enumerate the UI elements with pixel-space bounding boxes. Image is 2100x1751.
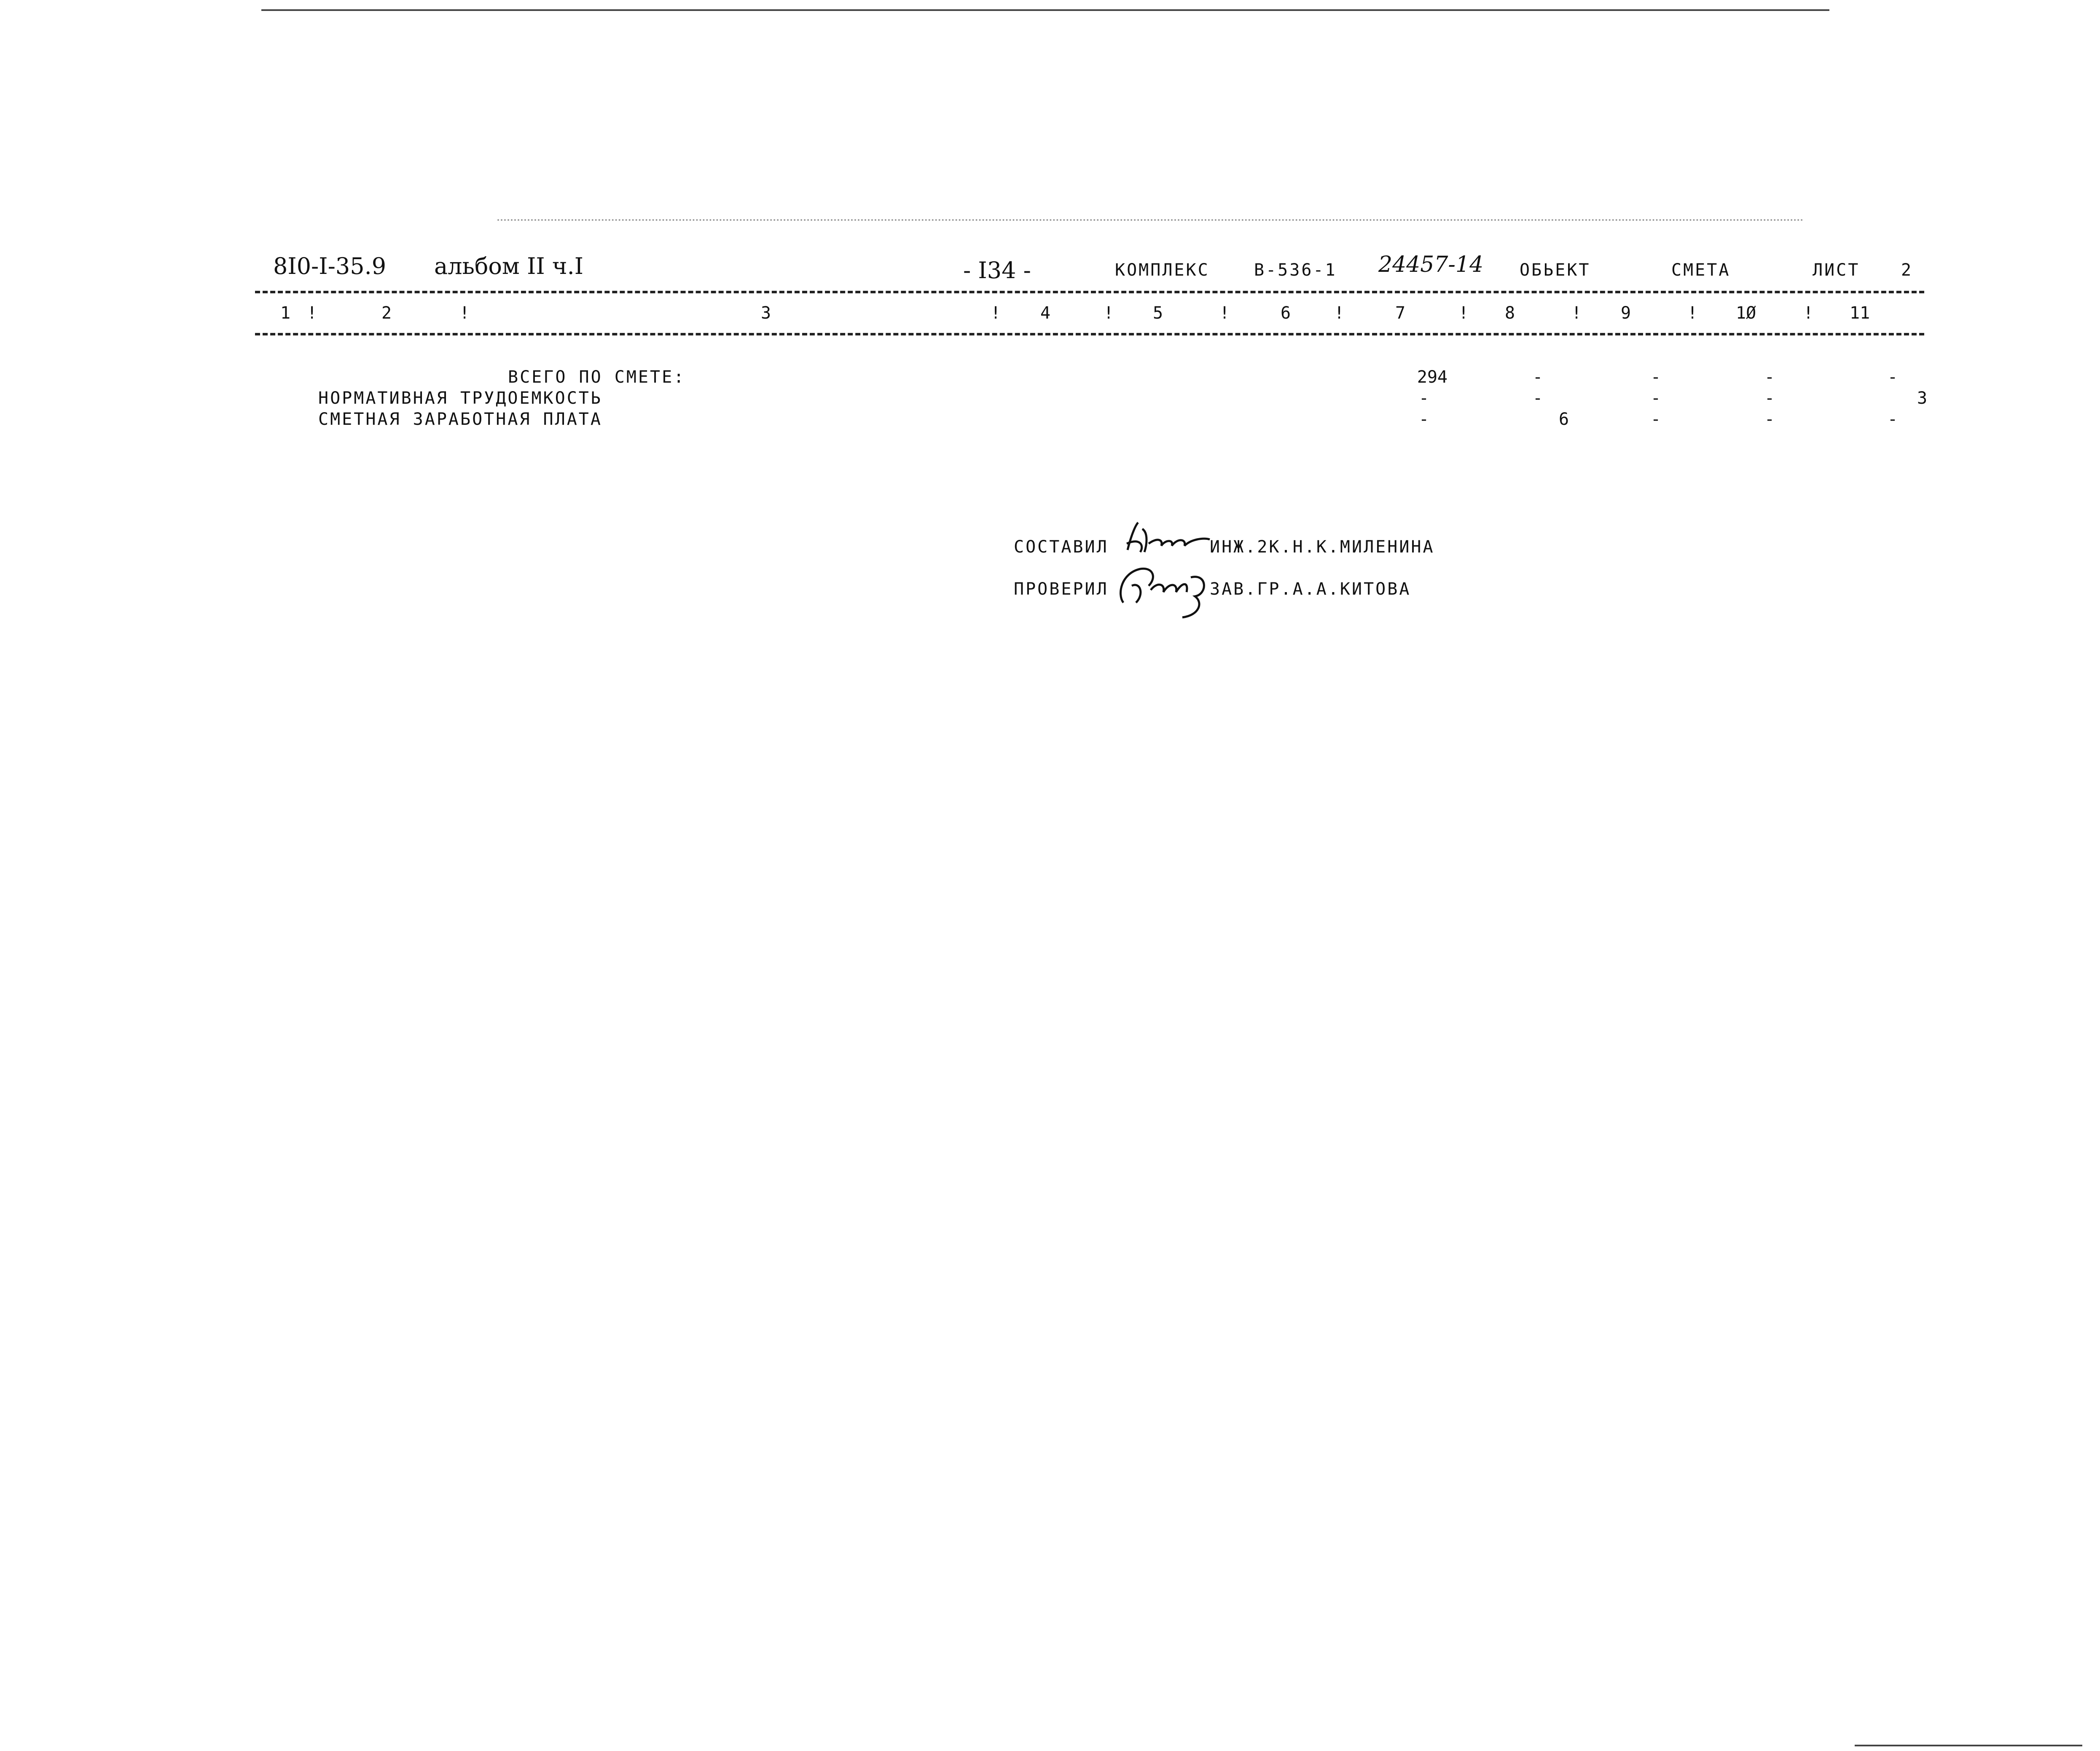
col-sep: !: [1104, 303, 1114, 323]
row2-c8: -: [1532, 389, 1543, 408]
row1-c8: -: [1532, 367, 1543, 387]
col-num-9: 9: [1621, 303, 1631, 323]
col-sep: !: [307, 303, 317, 323]
row1-c10: -: [1764, 367, 1775, 387]
row1-c7: 294: [1417, 367, 1448, 387]
col-num-1: 1: [280, 303, 291, 323]
sheet-number: 2: [1901, 260, 1913, 280]
row3-c9: -: [1650, 410, 1661, 429]
estimate-label: СМЕТА: [1671, 260, 1731, 280]
row1-c11: -: [1887, 367, 1898, 387]
checked-by: ЗАВ.ГР.А.А.КИТОВА: [1210, 579, 1411, 599]
row1-c9: -: [1650, 367, 1661, 387]
col-num-2: 2: [381, 303, 392, 323]
col-num-8: 8: [1505, 303, 1515, 323]
col-sep: !: [1803, 303, 1814, 323]
row2-extra: 3: [1917, 389, 1928, 408]
row3-c7: -: [1418, 410, 1429, 429]
row2-c10: -: [1764, 389, 1775, 408]
col-sep: !: [991, 303, 1001, 323]
scan-bottom-line: [1855, 1745, 2082, 1746]
col-num-3: 3: [761, 303, 771, 323]
row2-c9: -: [1650, 389, 1661, 408]
col-sep: !: [459, 303, 470, 323]
signature-milenina: [1123, 520, 1212, 558]
row-label-wage: СМЕТНАЯ ЗАРАБОТНАЯ ПЛАТА: [318, 410, 602, 429]
album-label: альбом II ч.I: [434, 253, 584, 279]
handwritten-number: 24457-14: [1378, 252, 1484, 277]
complex-label: КОМПЛЕКС: [1115, 260, 1210, 280]
col-sep: !: [1571, 303, 1582, 323]
signature-kitova: [1115, 556, 1212, 619]
column-rule: [255, 333, 1924, 335]
col-num-7: 7: [1395, 303, 1406, 323]
object-label: ОБЬЕКТ: [1520, 260, 1591, 280]
row3-c8: 6: [1558, 410, 1569, 429]
row3-c10: -: [1764, 410, 1775, 429]
col-sep: !: [1334, 303, 1345, 323]
checked-label: ПРОВЕРИЛ: [1014, 579, 1109, 599]
composed-by: ИНЖ.2К.Н.К.МИЛЕНИНА: [1210, 537, 1435, 557]
scan-top-line: [261, 9, 1829, 11]
composed-label: СОСТАВИЛ: [1014, 537, 1109, 557]
col-num-4: 4: [1040, 303, 1051, 323]
col-sep: !: [1458, 303, 1469, 323]
col-num-11: 11: [1850, 303, 1870, 323]
col-num-10: 1Ø: [1736, 303, 1756, 323]
row-label-labor: НОРМАТИВНАЯ ТРУДОЕМКОСТЬ: [318, 389, 602, 408]
col-num-5: 5: [1153, 303, 1163, 323]
row3-c11: -: [1887, 410, 1898, 429]
page-number: - I34 -: [963, 257, 1031, 284]
col-sep: !: [1687, 303, 1698, 323]
scan-faint-line: [497, 219, 1804, 221]
col-num-6: 6: [1281, 303, 1291, 323]
col-sep: !: [1219, 303, 1230, 323]
complex-code: В-536-1: [1254, 260, 1337, 280]
sheet-label: ЛИСТ: [1813, 260, 1860, 280]
header-rule: [255, 291, 1924, 293]
row-label-total: ВСЕГО ПО СМЕТЕ:: [508, 367, 686, 387]
row2-c7: -: [1418, 389, 1429, 408]
doc-code: 8I0-I-35.9: [273, 253, 387, 279]
